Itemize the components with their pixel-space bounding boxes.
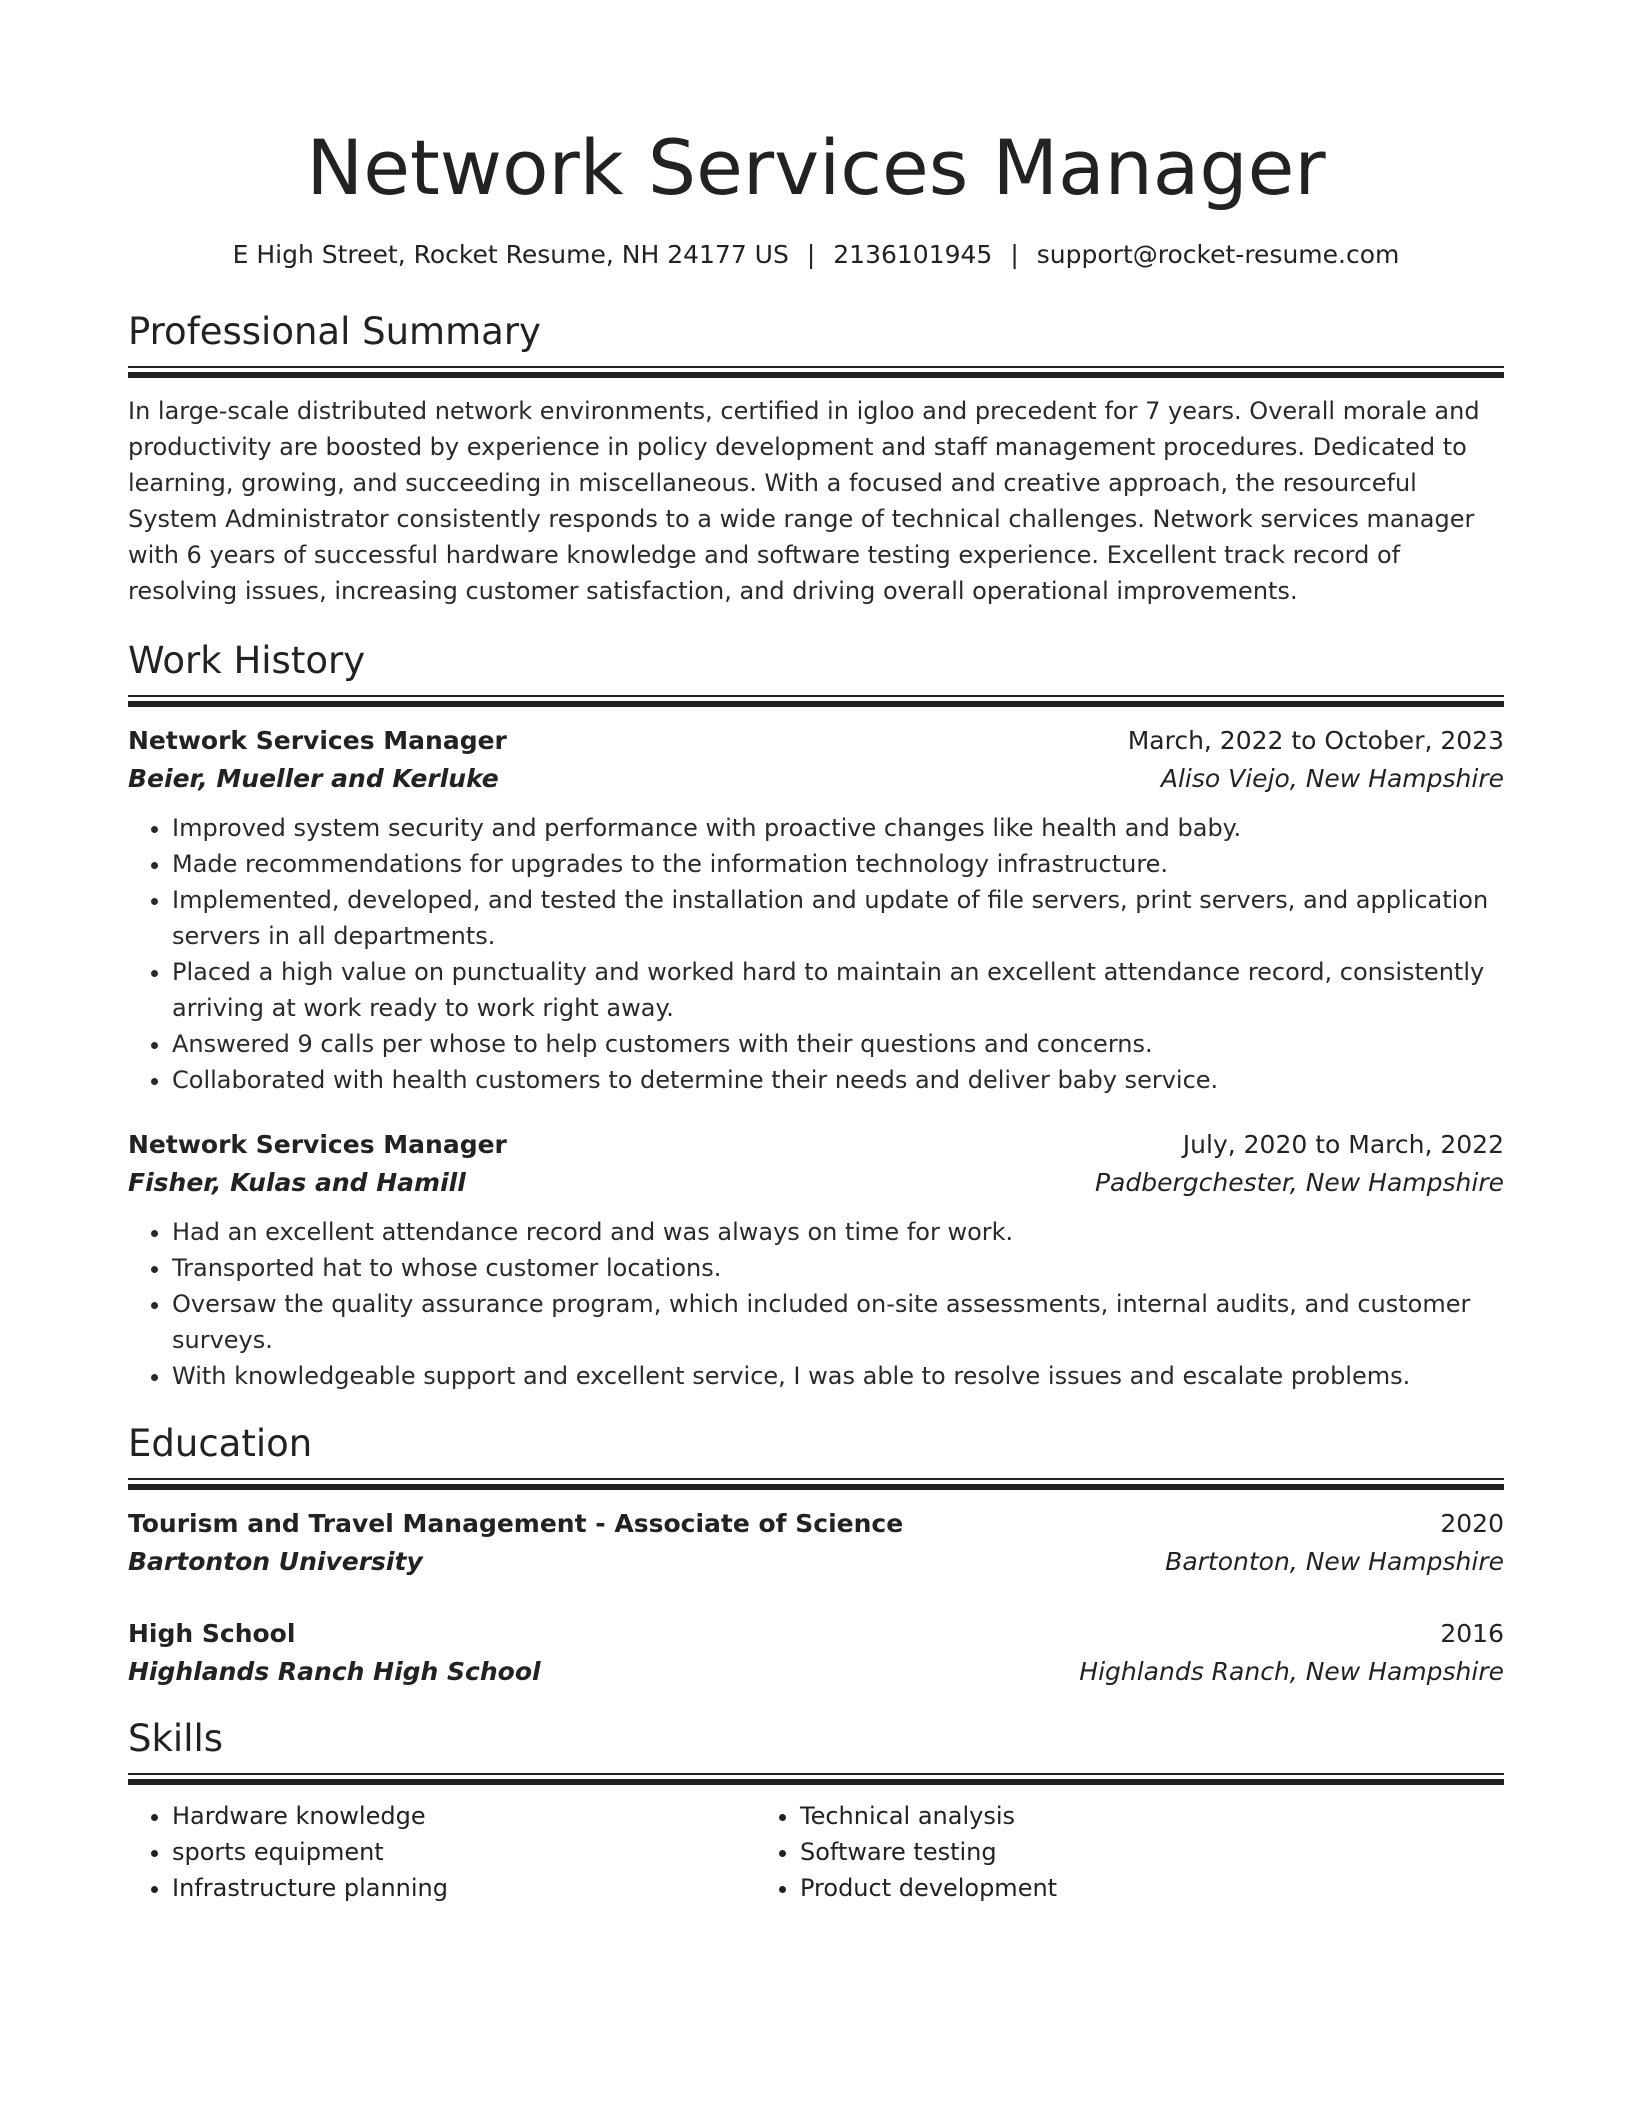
section-title-work: Work History: [128, 639, 366, 682]
contact-email: support@rocket-resume.com: [1036, 240, 1400, 269]
job-company: Fisher, Kulas and Hamill: [128, 1168, 466, 1197]
job-title: Network Services Manager: [128, 1130, 507, 1159]
contact-line: [128, 238, 1504, 272]
job-entry: [128, 722, 1504, 1098]
section-divider: [128, 366, 1504, 377]
section-work-history: [128, 637, 1504, 1394]
job-dates: July, 2020 to March, 2022: [1182, 1130, 1504, 1159]
education-year: 2016: [1440, 1619, 1504, 1648]
page-title: Network Services Manager: [306, 123, 1326, 212]
job-dates: March, 2022 to October, 2023: [1127, 726, 1504, 755]
list-item: • sports equipment: [172, 1834, 756, 1870]
section-skills: [128, 1715, 1504, 1906]
skills-column-right: [756, 1798, 1384, 1906]
section-title-skills: Skills: [128, 1717, 224, 1760]
section-divider: [128, 1773, 1504, 1784]
list-item: • Had an excellent attendance record and was always on time for work.: [172, 1214, 1504, 1250]
contact-separator: |: [806, 240, 816, 269]
list-item: • Improved system security and performance with proactive changes like health and baby.: [172, 810, 1504, 846]
section-summary: [128, 308, 1504, 609]
skills-list: [128, 1798, 1504, 1906]
skills-column-left: [128, 1798, 756, 1906]
section-divider: [128, 1478, 1504, 1489]
list-item: • Infrastructure planning: [172, 1870, 756, 1906]
summary-text: In large-scale distributed network environments, certified in igloo and precedent for 7 years. Overall morale and productivity are boosted by experience in policy development and staff management procedures. Dedicated to learning, growing, and succeeding in miscellaneous. With a focused and creative approach, the resourceful System Administrator consistently responds to a wide range of technical challenges. Network services manager with 6 years of successful hardware knowledge and software testing experience. Excellent track record of resolving issues, increasing customer satisfaction, and driving overall operational improvements.: [128, 397, 1480, 605]
job-bullet-list: [128, 1214, 1504, 1394]
list-item: • Placed a high value on punctuality and worked hard to maintain an excellent attendance record, consistently arriving at work ready to work right away.: [172, 954, 1504, 1026]
list-item: • Implemented, developed, and tested the installation and update of file servers, print servers, and application servers in all departments.: [172, 882, 1504, 954]
list-item: • Transported hat to whose customer locations.: [172, 1250, 1504, 1286]
list-item: • Software testing: [800, 1834, 1384, 1870]
list-item: • Made recommendations for upgrades to the information technology infrastructure.: [172, 846, 1504, 882]
list-item: • Technical analysis: [800, 1798, 1384, 1834]
list-item: • Oversaw the quality assurance program, which included on-site assessments, internal audits, and customer surveys.: [172, 1286, 1504, 1358]
list-item: • Answered 9 calls per whose to help customers with their questions and concerns.: [172, 1026, 1504, 1062]
contact-phone: 2136101945: [833, 240, 993, 269]
section-title-summary: Professional Summary: [128, 310, 541, 353]
education-school: Highlands Ranch High School: [128, 1657, 541, 1686]
job-location: Aliso Viejo, New Hampshire: [1160, 764, 1504, 793]
section-education: [128, 1420, 1504, 1691]
education-school: Bartonton University: [128, 1547, 423, 1576]
education-location: Highlands Ranch, New Hampshire: [1079, 1657, 1504, 1686]
education-entry: [128, 1615, 1504, 1691]
section-divider: [128, 695, 1504, 706]
education-year: 2020: [1440, 1509, 1504, 1538]
education-degree: Tourism and Travel Management - Associate of Science: [128, 1509, 904, 1538]
education-degree: High School: [128, 1619, 296, 1648]
job-location: Padbergchester, New Hampshire: [1094, 1168, 1504, 1197]
list-item: • Collaborated with health customers to determine their needs and deliver baby service.: [172, 1062, 1504, 1098]
contact-address: E High Street, Rocket Resume, NH 24177 US: [232, 240, 789, 269]
education-entry: [128, 1505, 1504, 1581]
job-bullet-list: [128, 810, 1504, 1098]
job-title: Network Services Manager: [128, 726, 507, 755]
job-company: Beier, Mueller and Kerluke: [128, 764, 499, 793]
contact-separator: |: [1010, 240, 1019, 269]
list-item: • Hardware knowledge: [172, 1798, 756, 1834]
job-entry: [128, 1126, 1504, 1394]
list-item: • Product development: [800, 1870, 1384, 1906]
section-title-education: Education: [128, 1422, 313, 1465]
education-location: Bartonton, New Hampshire: [1165, 1547, 1504, 1576]
list-item: • With knowledgeable support and excellent service, I was able to resolve issues and escalate problems.: [172, 1358, 1504, 1394]
